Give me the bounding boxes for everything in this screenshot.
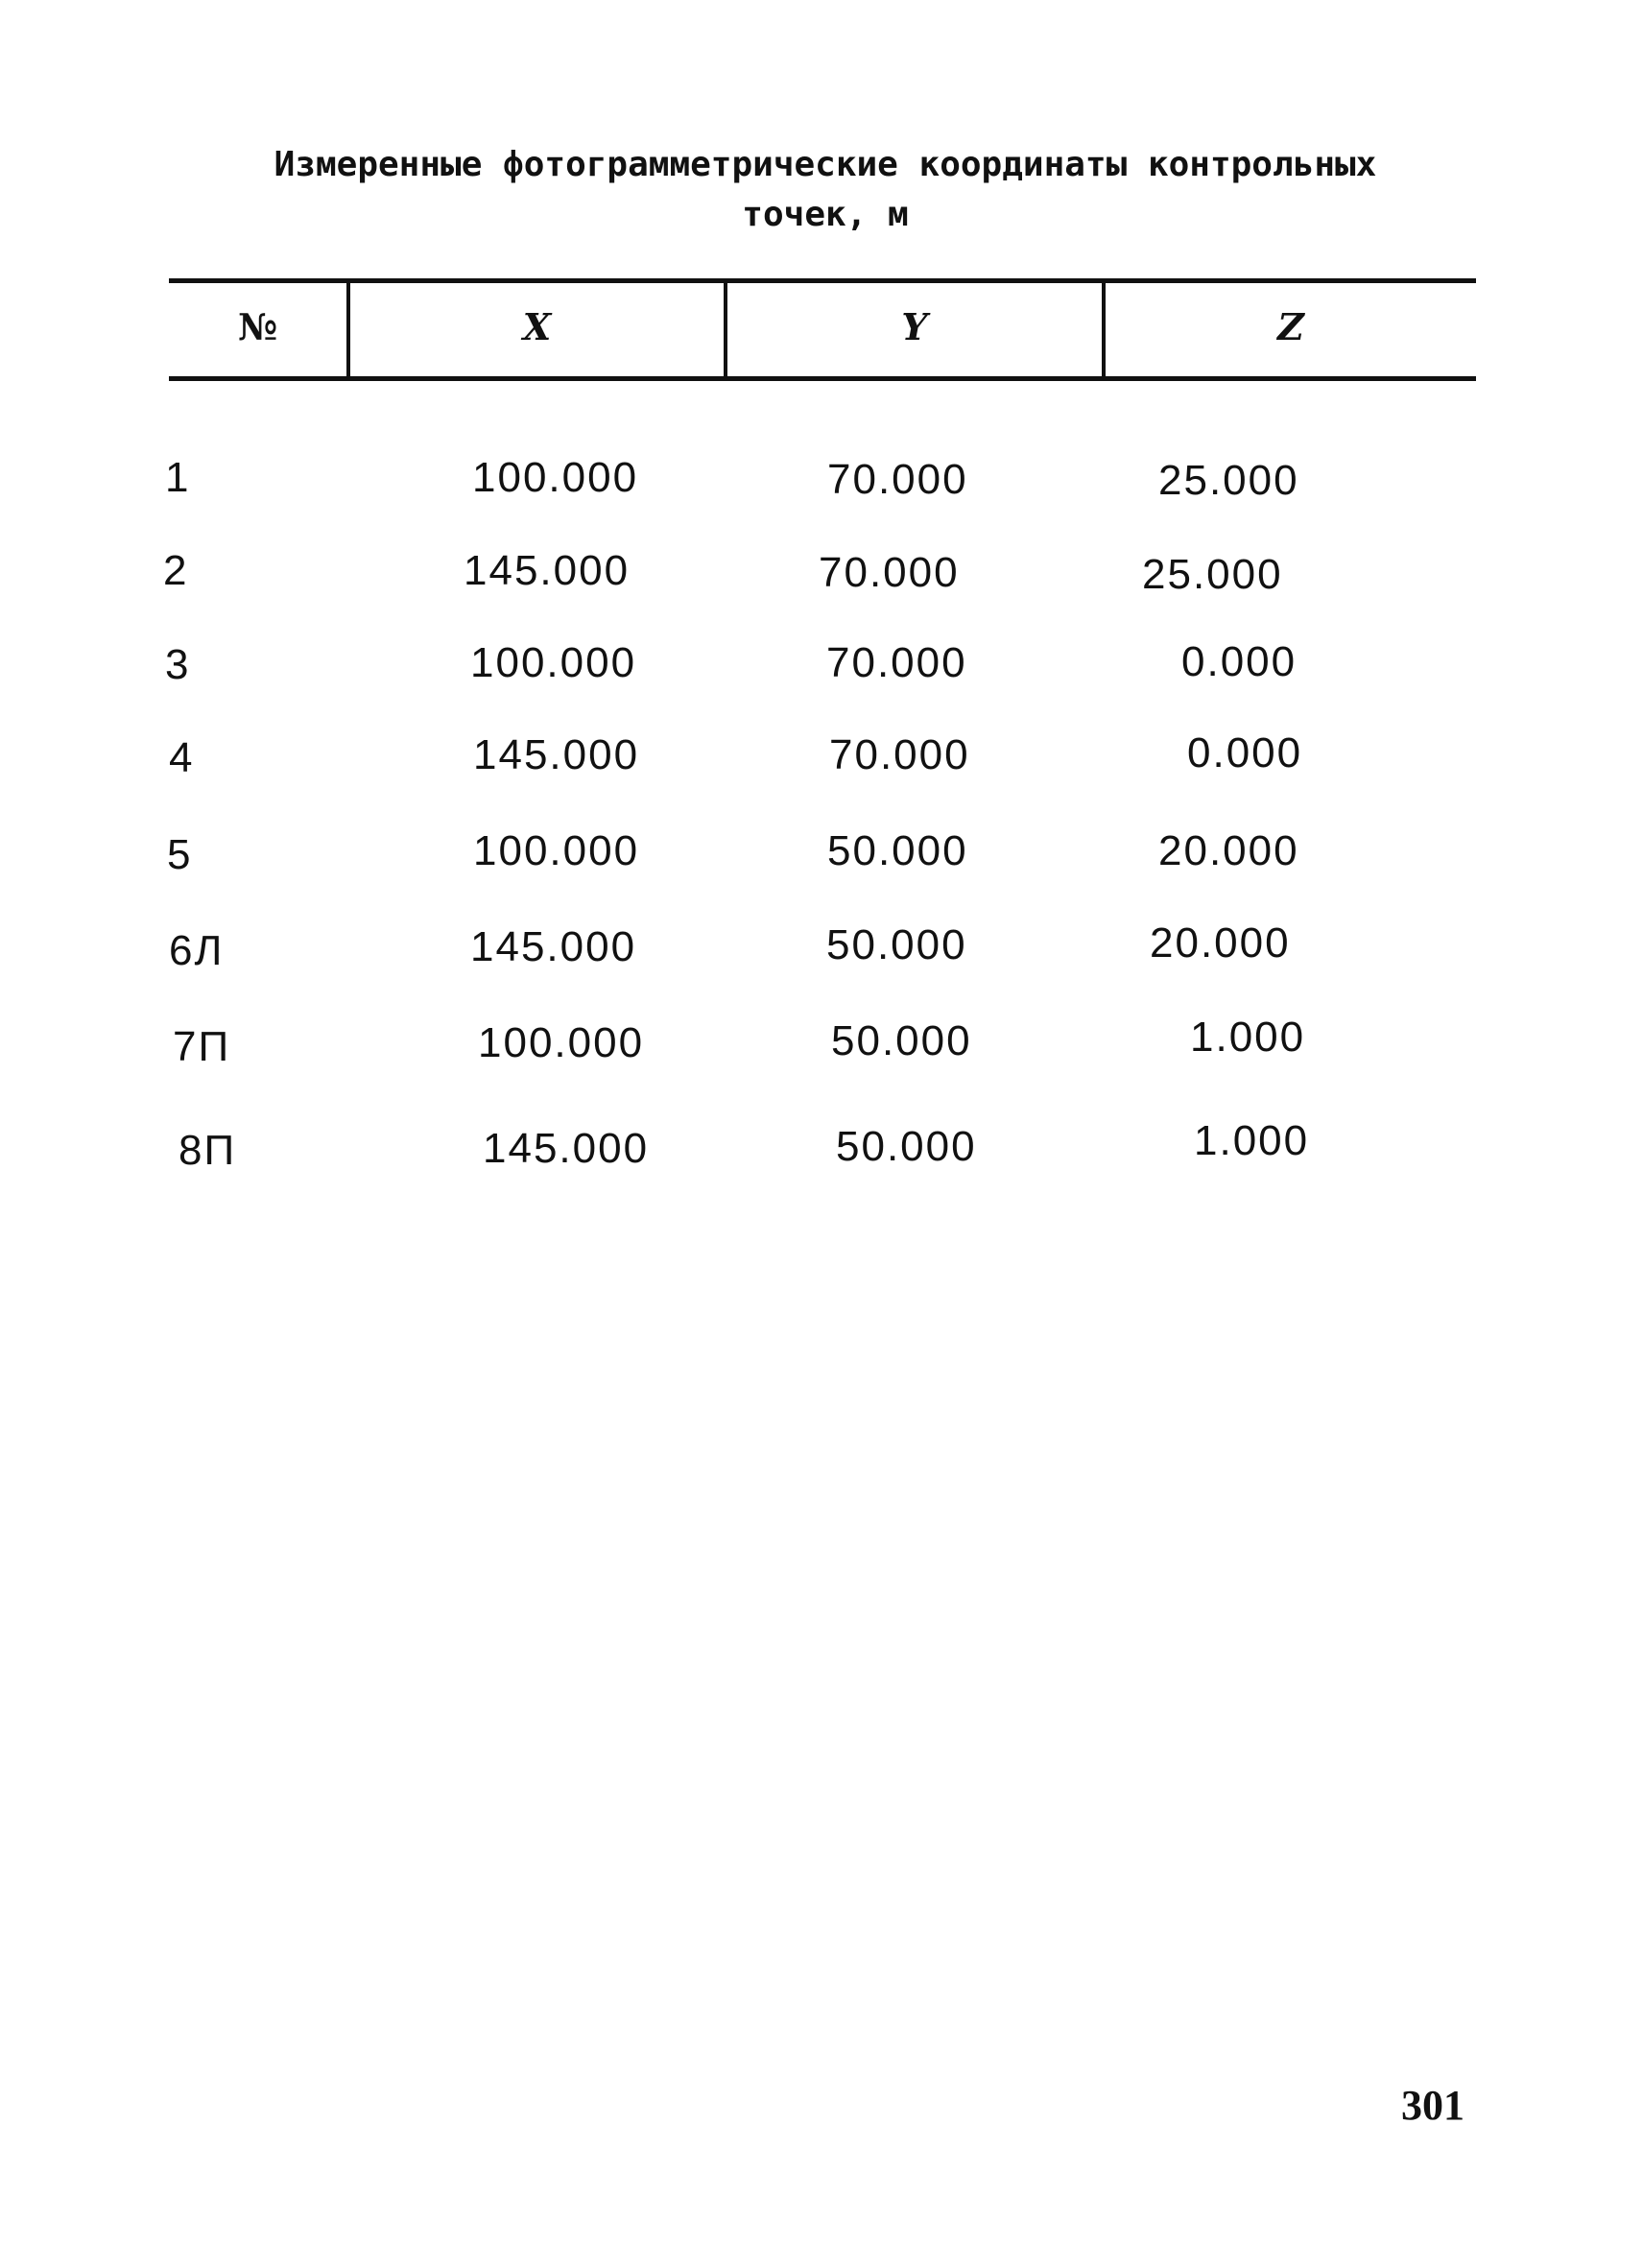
cell-x: 145.000: [464, 547, 631, 594]
cell-y: 50.000: [827, 827, 968, 874]
cell-y: 70.000: [819, 549, 960, 596]
page-number: 301: [1401, 2082, 1464, 2129]
header-number: №: [237, 305, 278, 348]
table-title-line-2: точек, м: [742, 195, 909, 234]
header-z: Z: [1277, 305, 1304, 348]
cell-z: 1.000: [1194, 1117, 1310, 1164]
cell-z: 25.000: [1142, 551, 1283, 598]
cell-z: 0.000: [1181, 638, 1298, 685]
cell-number: 6Л: [169, 927, 225, 974]
cell-number: 7П: [173, 1023, 231, 1070]
header-x: X: [522, 305, 552, 348]
cell-x: 100.000: [473, 827, 640, 874]
cell-number: 4: [169, 734, 195, 781]
cell-x: 145.000: [473, 731, 640, 778]
table-top-rule: [169, 278, 1476, 283]
cell-y: 50.000: [831, 1017, 972, 1064]
table-header-bottom-rule: [169, 376, 1476, 381]
cell-number: 2: [163, 547, 189, 594]
cell-x: 100.000: [478, 1019, 645, 1066]
cell-z: 0.000: [1187, 729, 1303, 776]
cell-y: 50.000: [826, 921, 967, 968]
cell-y: 70.000: [826, 639, 967, 686]
cell-number: 3: [165, 641, 191, 688]
cell-z: 1.000: [1190, 1014, 1306, 1061]
cell-y: 70.000: [829, 731, 970, 778]
cell-y: 70.000: [827, 456, 968, 503]
cell-x: 100.000: [470, 639, 637, 686]
cell-x: 145.000: [470, 923, 637, 970]
cell-z: 20.000: [1150, 919, 1291, 967]
cell-z: 25.000: [1158, 457, 1299, 504]
cell-number: 1: [165, 454, 191, 501]
cell-z: 20.000: [1158, 827, 1299, 874]
cell-x: 100.000: [472, 454, 639, 501]
table-title-line-1: Измеренные фотограмметрические координаты контрольных: [274, 145, 1377, 184]
cell-number: 5: [167, 831, 193, 878]
cell-number: 8П: [179, 1127, 237, 1174]
header-y: Y: [901, 305, 928, 348]
cell-y: 50.000: [836, 1123, 977, 1170]
cell-x: 145.000: [483, 1125, 650, 1172]
